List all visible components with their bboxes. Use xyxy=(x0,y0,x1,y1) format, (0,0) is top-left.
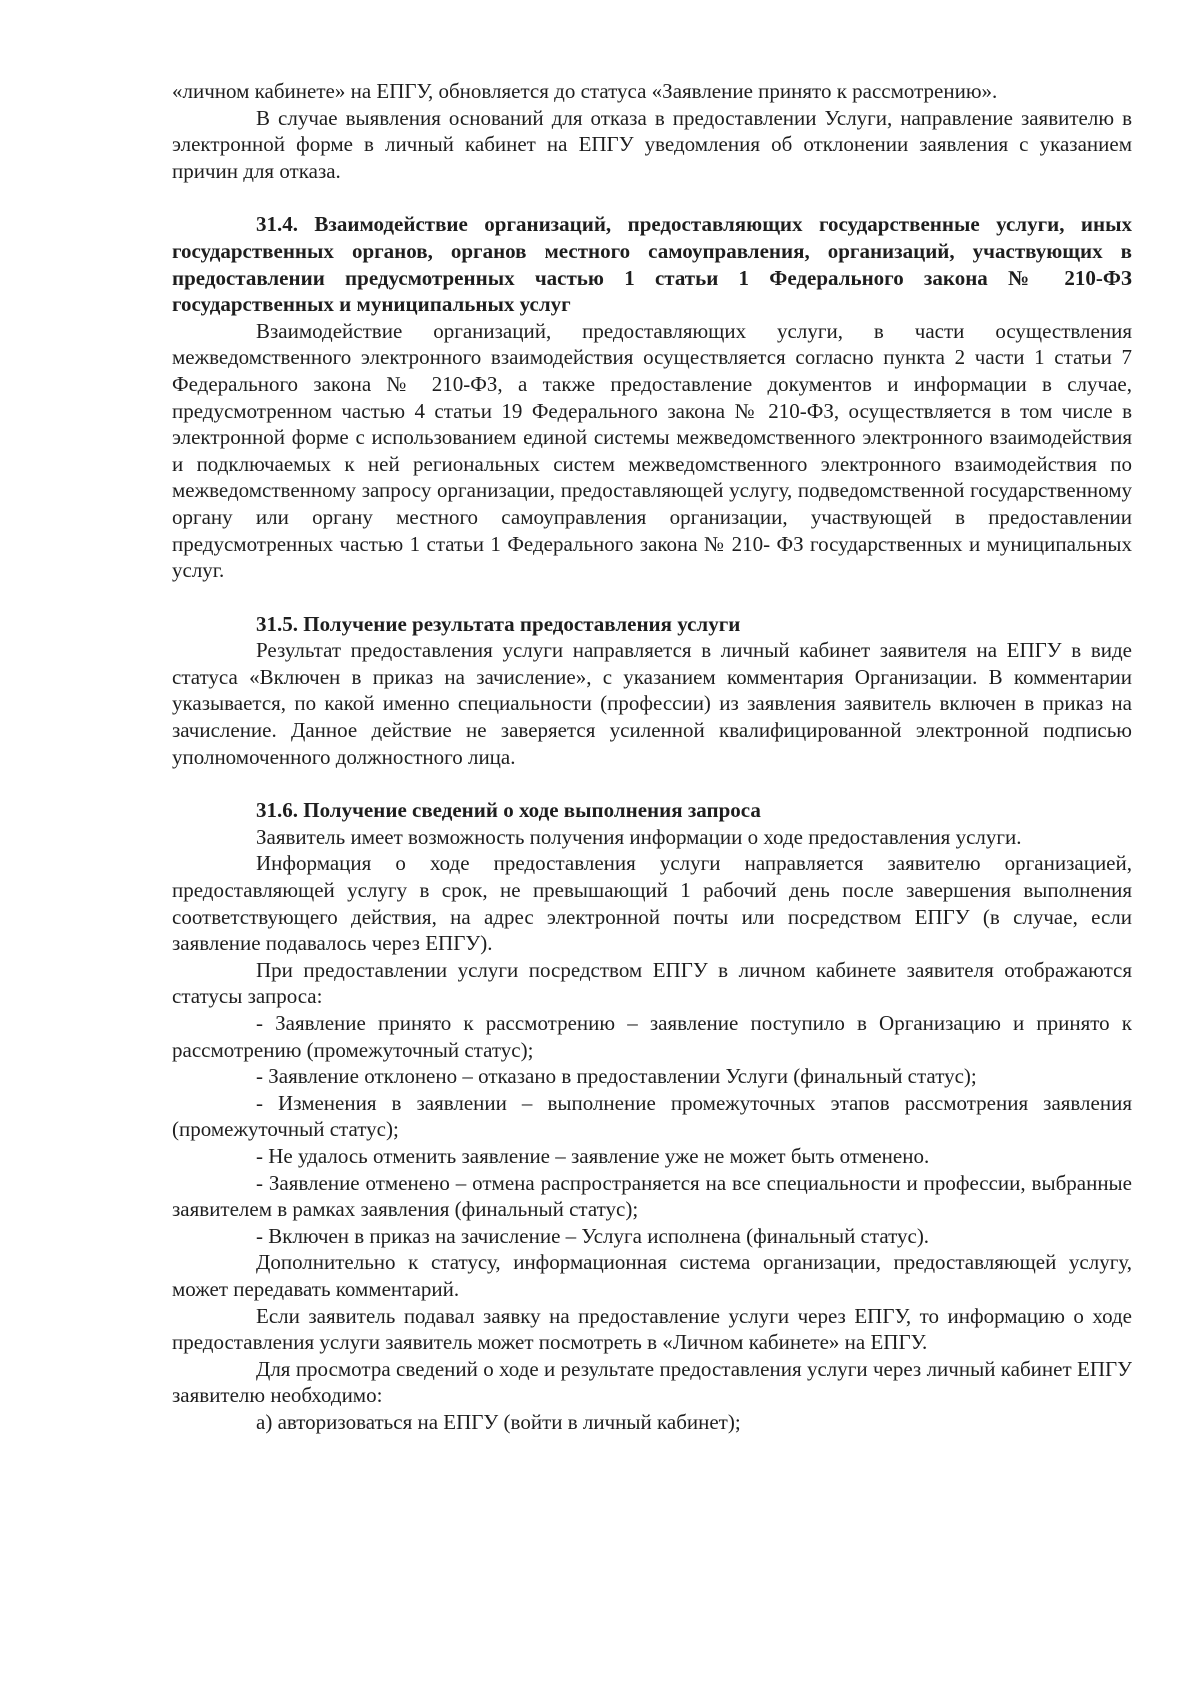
status-list-item: - Заявление отклонено – отказано в предоставлении Услуги (финальный статус); xyxy=(256,1064,977,1089)
section-31-6-paragraph: Дополнительно к статусу, информационная система организации, предоставляющей услугу, может передавать комментарий. xyxy=(172,1250,1132,1301)
section-31-4-heading: 31.4. Взаимодействие организаций, предоставляющих государственные услуги, иных государственных органов, органов местного самоуправления, организаций, участвующих в предоставлении предусмотренных частью 1 статьи 1 Федерального закона № 210-ФЗ государственных и муниципальных услуг xyxy=(172,212,1132,317)
section-31-5-heading: 31.5. Получение результата предоставления услуги xyxy=(256,611,741,636)
section-31-6-paragraph: Для просмотра сведений о ходе и результате предоставления услуги через личный кабинет ЕПГУ заявителю необходимо: xyxy=(172,1356,1132,1408)
section-31-6-paragraph: Заявитель имеет возможность получения информации о ходе предоставления услуги. xyxy=(256,824,1022,849)
section-31-5-body: Результат предоставления услуги направляется в личный кабинет заявителя на ЕПГУ в виде статуса «Включен в приказ на зачисление», с указанием комментария Организации. В комментарии указывается, по какой именно специальности (профессии) из заявления заявитель включен в приказ на зачисление. Данное действие не заверяется усиленной квалифицированной электронной подписью уполномоченного должностного лица. xyxy=(172,638,1132,769)
spacer xyxy=(172,770,1132,797)
section-31-4-body: Взаимодействие организаций, предоставляющих услуги, в части осуществления межведомственного электронного взаимодействия осуществляется согласно пункта 2 части 1 статьи 7 Федерального закона № 210-ФЗ, а также предоставление документов и информации в случае, предусмотренном частью 4 статьи 19 Федерального закона № 210-ФЗ, осуществляется в том числе в электронной форме с использованием единой системы межведомственного электронного взаимодействия и подключаемых к ней региональных систем межведомственного электронного взаимодействия по межведомственному запросу организации, предоставляющей услугу, подведомственной государственному органу или органу местного самоуправления организации, участвующей в предоставлении предусмотренных частью 1 статьи 1 Федерального закона № 210- ФЗ государственных и муниципальных услуг. xyxy=(172,318,1132,583)
refusal-paragraph: В случае выявления оснований для отказа в предоставлении Услуги, направление заявителю в электронной форме в личный кабинет на ЕПГУ уведомления об отклонении заявления с указанием причин для отказа. xyxy=(172,105,1132,183)
spacer xyxy=(172,584,1132,611)
spacer xyxy=(172,184,1132,211)
document-page xyxy=(172,78,1132,1436)
status-list-item: - Заявление принято к рассмотрению – заявление поступило в Организацию и принято к рассмотрению (промежуточный статус); xyxy=(172,1011,1132,1062)
opening-line: «личном кабинете» на ЕПГУ, обновляется до статуса «Заявление принято к рассмотрению». xyxy=(172,79,998,103)
section-31-6-heading: 31.6. Получение сведений о ходе выполнения запроса xyxy=(256,798,761,823)
section-31-6-paragraph: Информация о ходе предоставления услуги направляется заявителю организацией, предоставляющей услугу в срок, не превышающий 1 рабочий день после завершения выполнения соответствующего действия, на адрес электронной почты или посредством ЕПГУ (в случае, если заявление подавалось через ЕПГУ). xyxy=(172,851,1132,956)
section-31-6-paragraph: При предоставлении услуги посредством ЕПГУ в личном кабинете заявителя отображаются статусы запроса: xyxy=(172,957,1132,1009)
status-list-item: - Не удалось отменить заявление – заявление уже не может быть отменено. xyxy=(256,1143,930,1168)
step-list-item: а) авторизоваться на ЕПГУ (войти в личный кабинет); xyxy=(256,1409,741,1434)
status-list-item: - Включен в приказ на зачисление – Услуга исполнена (финальный статус). xyxy=(256,1223,930,1248)
status-list-item: - Изменения в заявлении – выполнение промежуточных этапов рассмотрения заявления (промежуточный статус); xyxy=(172,1090,1132,1142)
section-31-6-paragraph: Если заявитель подавал заявку на предоставление услуги через ЕПГУ, то информацию о ходе предоставления услуги заявитель может посмотреть в «Личном кабинете» на ЕПГУ. xyxy=(172,1303,1132,1355)
status-list-item: - Заявление отменено – отмена распространяется на все специальности и профессии, выбранные заявителем в рамках заявления (финальный статус); xyxy=(172,1170,1132,1222)
